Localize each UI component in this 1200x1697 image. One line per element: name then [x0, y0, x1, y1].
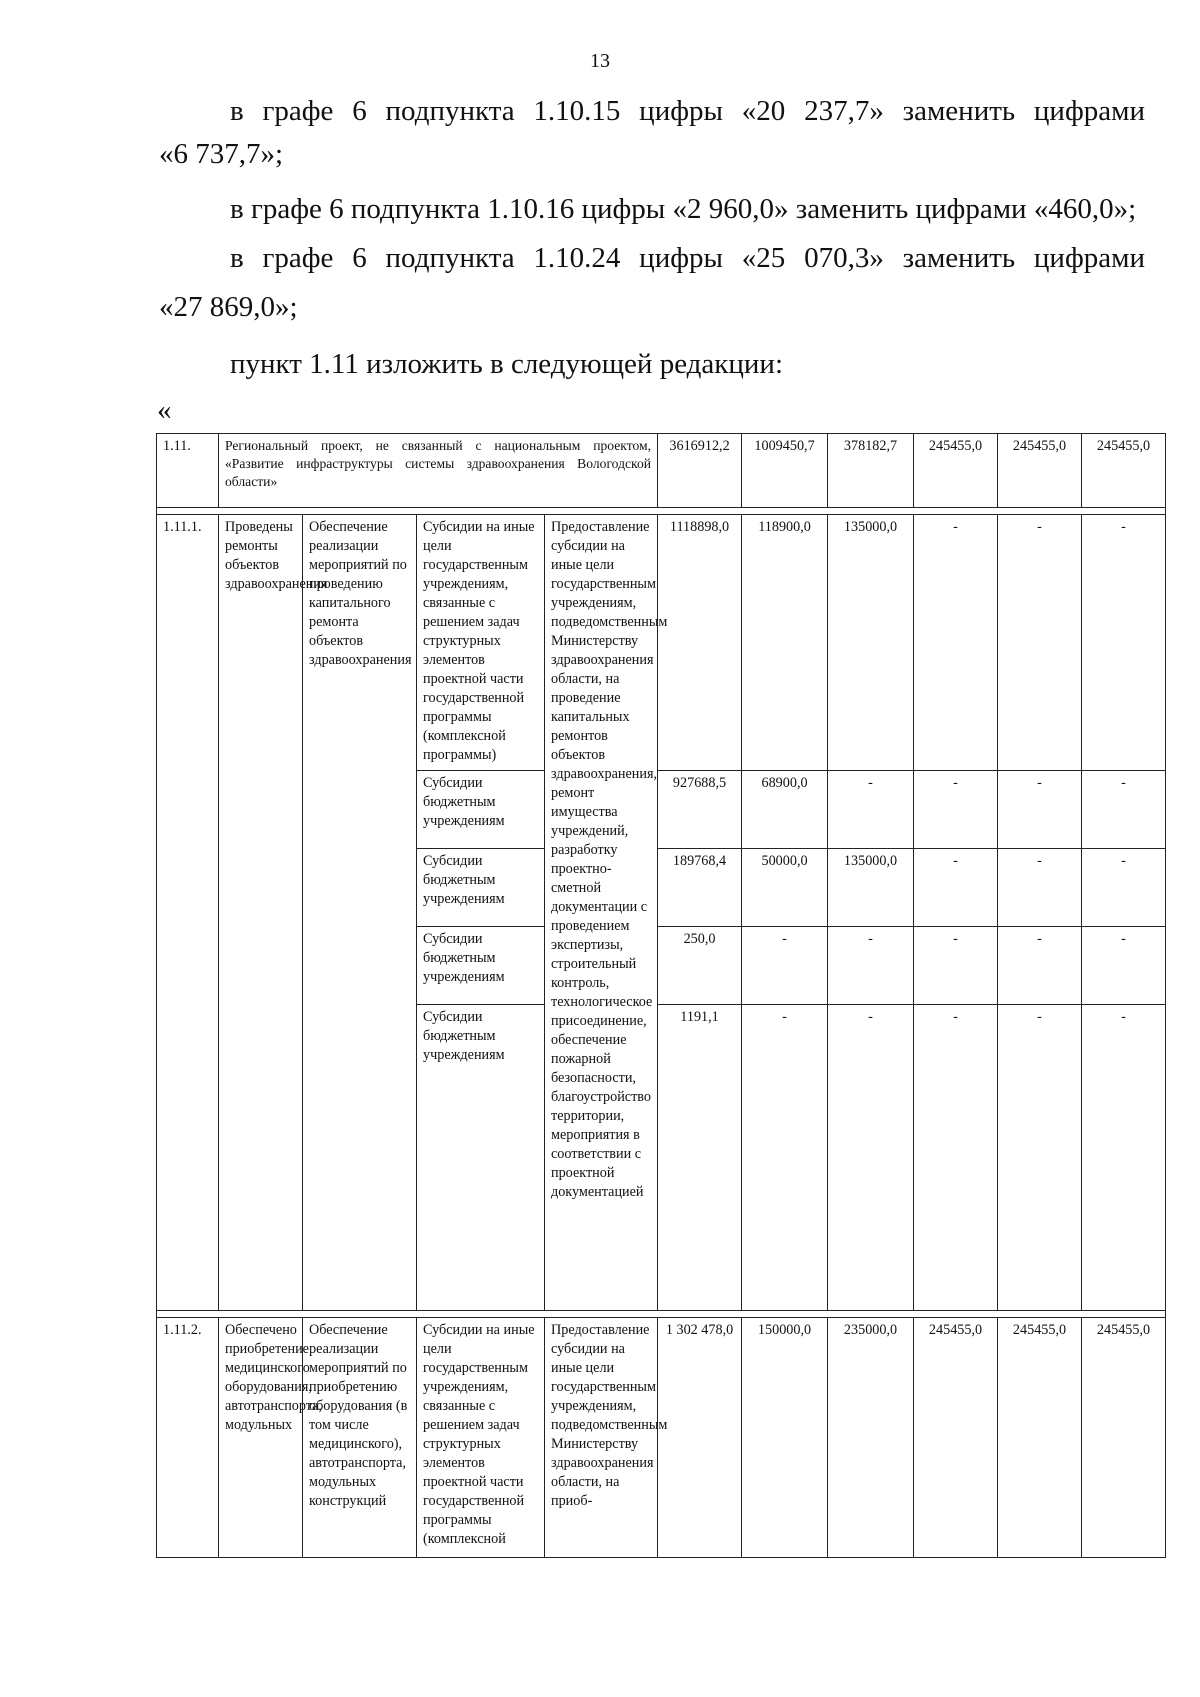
value-cell: 245455,0 — [1082, 1318, 1166, 1558]
value-cell: 245455,0 — [914, 434, 998, 508]
value-cell: 135000,0 — [828, 515, 914, 771]
value-cell: 245455,0 — [998, 434, 1082, 508]
value-cell: - — [998, 515, 1082, 771]
value-cell: 189768,4 — [658, 849, 742, 927]
value-cell: - — [914, 1005, 998, 1311]
task-cell: Обеспечение реализации мероприятий по проведению капитального ремонта объектов здравоохранения — [303, 515, 417, 1311]
source-cell: Субсидии на иные цели государственным учреждениям, связанные с решением задач структурных элементов проектной части государственной программы (комплексной — [417, 1318, 545, 1558]
paragraph-4: пункт 1.11 изложить в следующей редакции: — [230, 348, 784, 380]
value-cell: - — [914, 515, 998, 771]
measure-cell: Предоставление субсидии на иные цели государственным учреждениям, подведомственным Министерству здравоохранения области, на приоб- — [545, 1318, 658, 1558]
value-cell: - — [828, 1005, 914, 1311]
result-cell: Обеспечено приобретение медицинского оборудования, автотранспорта, модульных — [219, 1318, 303, 1558]
value-cell: 245455,0 — [914, 1318, 998, 1558]
paragraph-3-line-1: в графе 6 подпункта 1.10.24 цифры «25 070,3» заменить цифрами — [230, 242, 1145, 274]
page-number: 13 — [590, 50, 610, 72]
source-cell: Субсидии бюджетным учреждениям — [417, 927, 545, 1005]
source-cell: Субсидии бюджетным учреждениям — [417, 849, 545, 927]
source-cell: Субсидии на иные цели государственным учреждениям, связанные с решением задач структурных элементов проектной части государственной программы (комплексной программы) — [417, 515, 545, 771]
program-table — [156, 433, 1166, 1558]
value-cell: 135000,0 — [828, 849, 914, 927]
value-cell: - — [742, 927, 828, 1005]
value-cell: - — [998, 771, 1082, 849]
value-cell: - — [1082, 849, 1166, 927]
value-cell: - — [1082, 515, 1166, 771]
value-cell: - — [828, 771, 914, 849]
value-cell: 235000,0 — [828, 1318, 914, 1558]
value-cell: - — [1082, 927, 1166, 1005]
value-cell: 68900,0 — [742, 771, 828, 849]
value-cell: - — [914, 771, 998, 849]
table-row-1-11-1 — [157, 515, 1166, 771]
row-code: 1.11.1. — [157, 515, 219, 1311]
value-cell: - — [998, 1005, 1082, 1311]
opening-quote: « — [157, 394, 172, 426]
result-cell: Проведены ремонты объектов здравоохранения — [219, 515, 303, 1311]
value-cell: 245455,0 — [1082, 434, 1166, 508]
table-separator — [157, 1311, 1166, 1318]
value-cell: 150000,0 — [742, 1318, 828, 1558]
value-cell: - — [998, 849, 1082, 927]
source-cell: Субсидии бюджетным учреждениям — [417, 1005, 545, 1311]
value-cell: 250,0 — [658, 927, 742, 1005]
value-cell: 50000,0 — [742, 849, 828, 927]
table-row-1-11 — [157, 434, 1166, 508]
table-row-1-11-2 — [157, 1318, 1166, 1558]
task-cell: Обеспечение реализации мероприятий по приобретению оборудования (в том числе медицинского), автотранспорта, модульных конструкций — [303, 1318, 417, 1558]
value-cell: - — [998, 927, 1082, 1005]
row-code: 1.11. — [157, 434, 219, 508]
value-cell: 3616912,2 — [658, 434, 742, 508]
value-cell: 378182,7 — [828, 434, 914, 508]
paragraph-1-line-1: в графе 6 подпункта 1.10.15 цифры «20 237,7» заменить цифрами — [230, 95, 1145, 127]
row-code: 1.11.2. — [157, 1318, 219, 1558]
value-cell: 1118898,0 — [658, 515, 742, 771]
table-separator — [157, 508, 1166, 515]
value-cell: 1009450,7 — [742, 434, 828, 508]
value-cell: 1191,1 — [658, 1005, 742, 1311]
paragraph-1-line-2: «6 737,7»; — [159, 138, 284, 170]
value-cell: - — [828, 927, 914, 1005]
value-cell: - — [1082, 1005, 1166, 1311]
paragraph-3-line-2: «27 869,0»; — [159, 291, 298, 323]
value-cell: - — [742, 1005, 828, 1311]
row-title: Региональный проект, не связанный с национальным проектом, «Развитие инфраструктуры системы здравоохранения Вологодской области» — [219, 434, 658, 508]
measure-cell: Предоставление субсидии на иные цели государственным учреждениям, подведомственным Министерству здравоохранения области, на проведение капитальных ремонтов объектов здравоохранения, ремонт имущества учреждений, разработку проектно-сметной документации с проведением экспертизы, строительный контроль, технологическое присоединение, обеспечение пожарной безопасности, благоустройство территории, мероприятия в соответствии с проектной документацией — [545, 515, 658, 1311]
value-cell: 118900,0 — [742, 515, 828, 771]
value-cell: - — [914, 849, 998, 927]
paragraph-2: в графе 6 подпункта 1.10.16 цифры «2 960,0» заменить цифрами «460,0»; — [230, 193, 1137, 225]
value-cell: - — [1082, 771, 1166, 849]
value-cell: 1 302 478,0 — [658, 1318, 742, 1558]
source-cell: Субсидии бюджетным учреждениям — [417, 771, 545, 849]
value-cell: - — [914, 927, 998, 1005]
value-cell: 245455,0 — [998, 1318, 1082, 1558]
value-cell: 927688,5 — [658, 771, 742, 849]
